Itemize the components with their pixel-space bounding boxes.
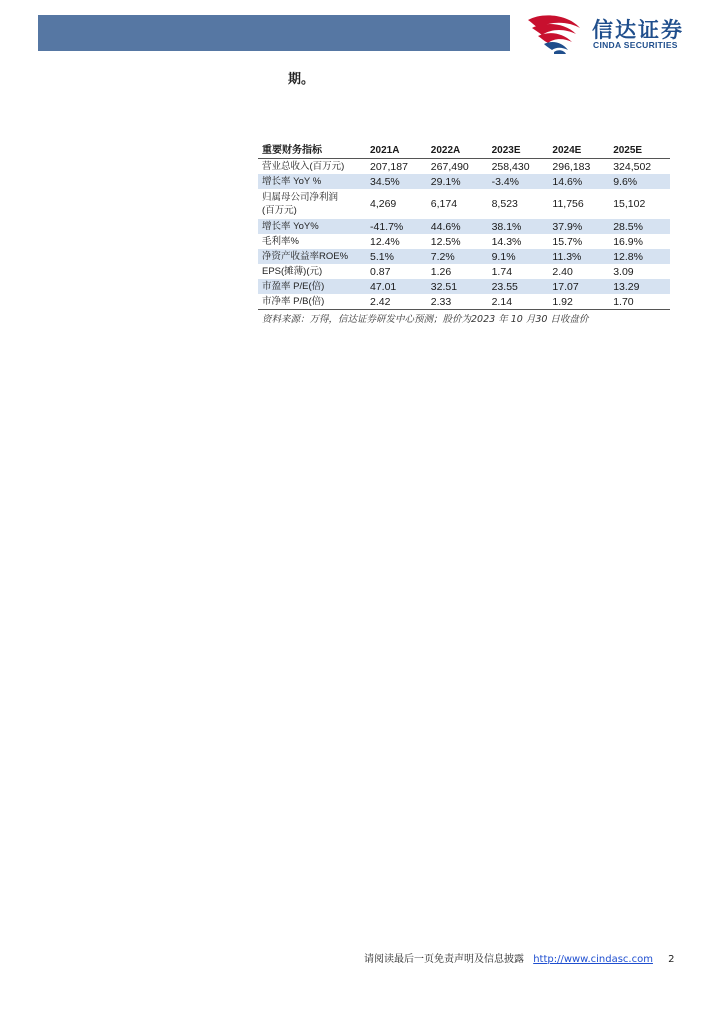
table-cell: 34.5%	[366, 174, 427, 189]
table-cell: 32.51	[427, 279, 488, 294]
table-header-row	[258, 144, 670, 159]
table-cell: 44.6%	[427, 219, 488, 234]
logo-chinese-text: 信达证券	[592, 18, 684, 42]
table-cell: 207,187	[370, 160, 408, 173]
table-cell: 2.14	[491, 295, 513, 308]
table-cell: 4,269	[370, 198, 397, 210]
table-cell: 16.9%	[613, 235, 643, 248]
table-row	[258, 219, 670, 234]
column-header: 2024E	[552, 145, 582, 156]
row-label: EPS(摊薄)(元)	[262, 265, 323, 277]
table-cell: 8,523	[491, 198, 518, 210]
table-cell: 15,102	[613, 198, 646, 210]
source-note: 资料来源：万得，信达证券研发中心预测；股价为2023 年 10 月30 日收盘价	[262, 314, 589, 325]
table-cell: 1.92	[552, 295, 573, 308]
table-cell: 29.1%	[427, 174, 488, 189]
table-cell: 28.5%	[609, 219, 670, 234]
table-cell: 296,183	[552, 160, 591, 173]
body-text-fragment: 期。	[288, 72, 315, 87]
table-row	[258, 249, 670, 264]
table-row	[258, 189, 670, 219]
page-number: 2	[668, 954, 675, 965]
table-cell: 12.5%	[430, 235, 461, 248]
table-row	[258, 279, 670, 294]
table-cell: 9.6%	[609, 174, 670, 189]
row-label: 营业总收入(百万元)	[262, 160, 345, 172]
row-label: 市盈率 P/E(倍)	[258, 279, 366, 294]
table-cell: 2.42	[370, 295, 391, 308]
table-row	[258, 234, 670, 249]
table-cell: 12.4%	[370, 235, 400, 248]
header-bar	[38, 15, 510, 51]
table-cell: 267,490	[430, 160, 469, 173]
cinda-logo	[524, 14, 714, 54]
financial-indicators-table	[258, 144, 670, 310]
table-cell: 7.2%	[427, 249, 488, 264]
table-row	[258, 159, 670, 175]
table-cell: 13.29	[609, 279, 670, 294]
table-cell: 14.6%	[548, 174, 609, 189]
website-link[interactable]: http://www.cindasc.com	[533, 954, 653, 965]
row-label	[258, 189, 366, 219]
row-label: 增长率 YoY%	[258, 219, 366, 234]
column-header: 2025E	[613, 145, 643, 156]
row-label: 市净率 P/B(倍)	[262, 295, 325, 307]
table-cell: 5.1%	[366, 249, 427, 264]
table-cell: 17.07	[548, 279, 609, 294]
table-cell: -3.4%	[488, 174, 549, 189]
table-cell: 38.1%	[488, 219, 549, 234]
table-cell: 258,430	[491, 160, 530, 173]
column-header: 2022A	[430, 145, 461, 156]
column-header: 2021A	[370, 145, 400, 156]
table-cell: 1.26	[430, 265, 452, 278]
table-row	[258, 294, 670, 310]
table-cell: 15.7%	[552, 235, 583, 248]
column-header: 2023E	[491, 145, 521, 156]
row-label-line: 归属母公司净利润	[262, 192, 339, 203]
disclaimer-text: 请阅读最后一页免责声明及信息披露	[364, 954, 524, 965]
table-cell: 11.3%	[548, 249, 609, 264]
table-cell: 1.70	[613, 295, 634, 308]
table-cell: 23.55	[488, 279, 549, 294]
table-cell: 324,502	[613, 160, 652, 173]
page-footer	[364, 950, 675, 965]
table-row	[258, 174, 670, 189]
row-label-line: (百万元)	[262, 205, 297, 216]
logo-english-text: CINDA SECURITIES	[593, 40, 678, 50]
table-cell: 3.09	[613, 265, 634, 278]
table-cell: 0.87	[370, 265, 391, 278]
table-cell: 1.74	[491, 265, 513, 278]
table-cell: 2.40	[552, 265, 573, 278]
row-label: 增长率 YoY %	[258, 174, 366, 189]
table-cell: -41.7%	[366, 219, 427, 234]
table-cell: 12.8%	[609, 249, 670, 264]
table-cell: 47.01	[366, 279, 427, 294]
table-cell: 2.33	[430, 295, 452, 308]
table-row	[258, 264, 670, 279]
table-cell: 6,174	[430, 198, 458, 210]
row-label: 毛利率%	[262, 235, 299, 247]
table-cell: 11,756	[552, 198, 584, 210]
table-cell: 14.3%	[491, 235, 522, 248]
table-cell: 9.1%	[488, 249, 549, 264]
column-header: 重要财务指标	[262, 145, 322, 156]
table-cell: 37.9%	[548, 219, 609, 234]
row-label: 净资产收益率ROE%	[258, 249, 366, 264]
cinda-logo-icon	[524, 14, 586, 54]
